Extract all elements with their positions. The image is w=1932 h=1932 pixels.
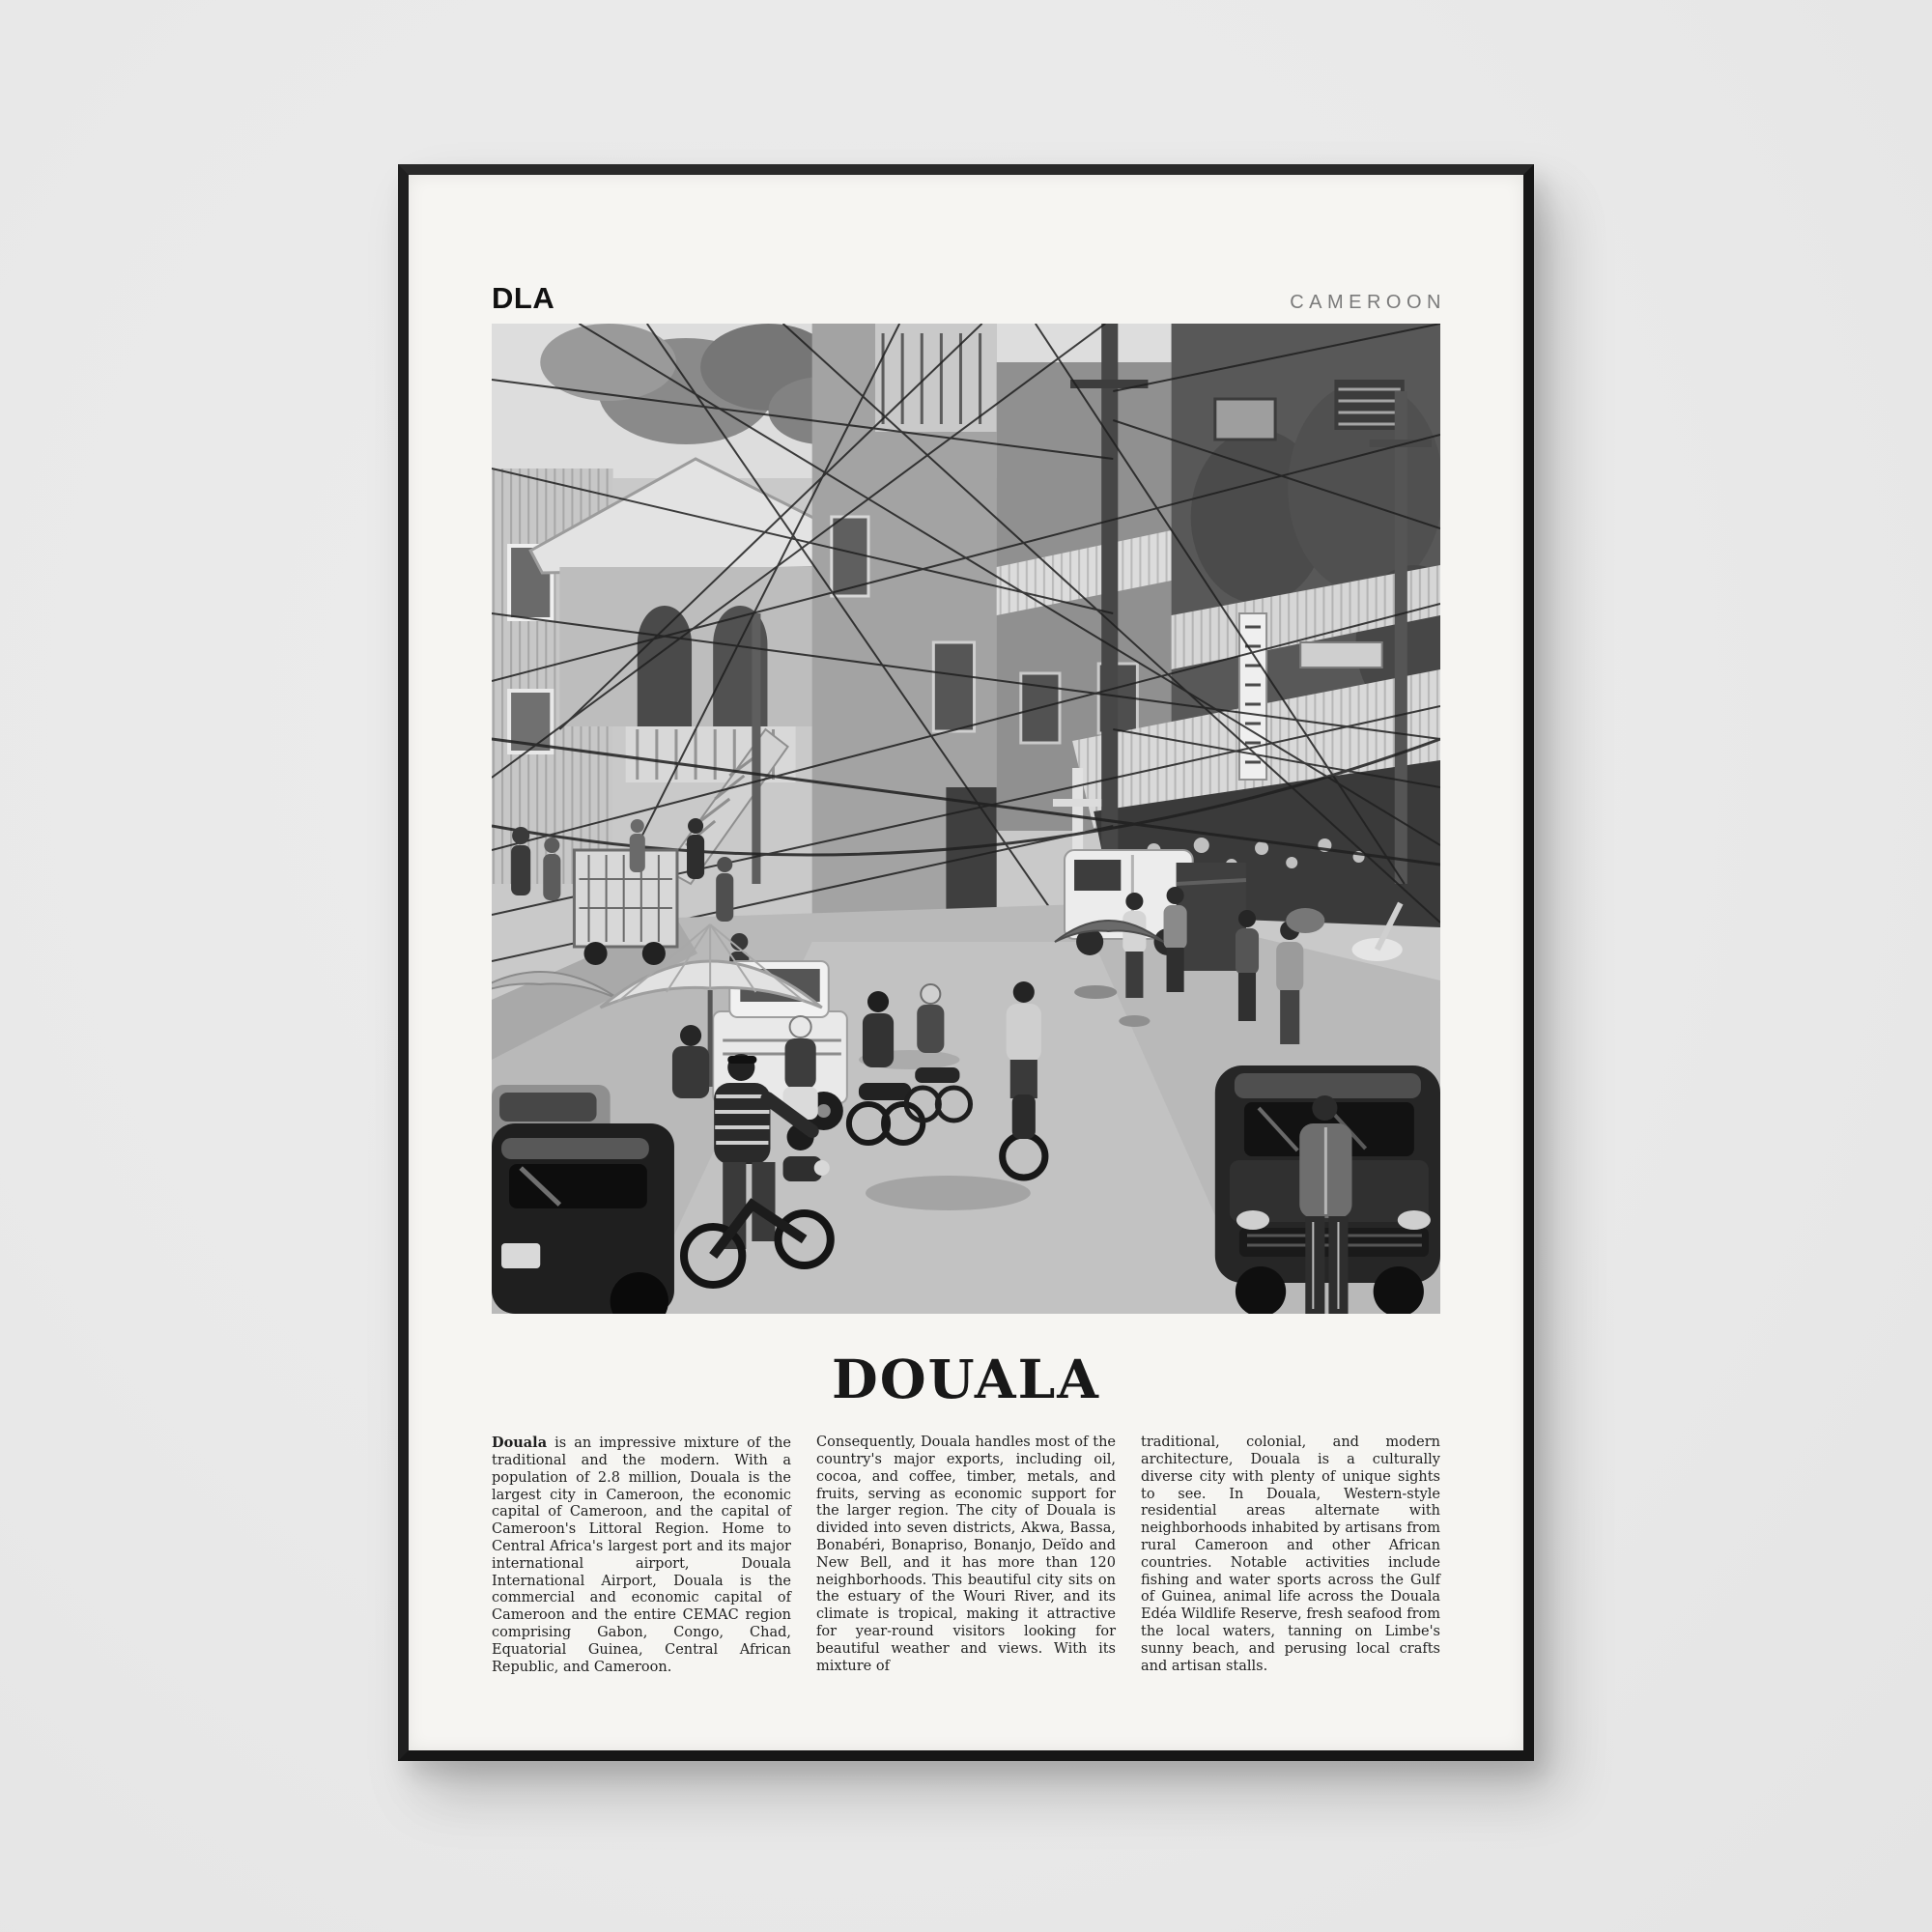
description-column-1: Douala is an impressive mixture of the traditional and the modern. With a population of 2.8 million, Douala is the largest city in Cameroon, the economic capital of Cameroon, and the capital of Cameroon's Littoral Region. Home to Central Africa's largest port and its major international airport, Douala International Airport, Douala is the commercial and economic capital of Cameroon and the entire CEMAC region comprising Gabon, Congo, Chad, Equatorial Guinea, Central African Republic, and Cameroon. [492, 1435, 791, 1675]
lead-word: Douala [492, 1435, 548, 1452]
poster [409, 175, 1523, 1750]
description-column-2: Consequently, Douala handles most of the country's major exports, including oil, cocoa, and coffee, timber, metals, and fruits, serving as economic support for the larger region. The city of Douala is divided into seven districts, Akwa, Bassa, Bonabéri, Bonapriso, Bonanjo, Deïdo and New Bell, and it has more than 120 neighborhoods. This beautiful city sits on the estuary of the Wouri River, and its climate is tropical, making it attractive for year-round visitors looking for beautiful weather and views. With its mixture of [816, 1435, 1116, 1674]
airport-code-label: DLA [492, 281, 555, 315]
description-column-3: traditional, colonial, and modern architecture, Douala is a culturally diverse city with plenty of unique sights to see. In Douala, Western-style residential areas alternate with neighborhoods inhabited by artisans from rural Cameroon and other African countries. Notable activities include fishing and water sports across the Gulf of Guinea, animal life across the Douala Edéa Wildlife Reserve, fresh seafood from the local waters, tanning on Limbe's sunny beach, and perusing local crafts and artisan stalls. [1141, 1435, 1440, 1674]
poster-frame [398, 164, 1534, 1761]
city-title: DOUALA [832, 1348, 1100, 1410]
douala-street-photo [492, 324, 1440, 1314]
poster-header [492, 281, 1446, 315]
country-label: CAMEROON [1290, 292, 1446, 313]
description-columns [492, 1435, 1440, 1676]
street-scene-illustration [492, 324, 1440, 1314]
